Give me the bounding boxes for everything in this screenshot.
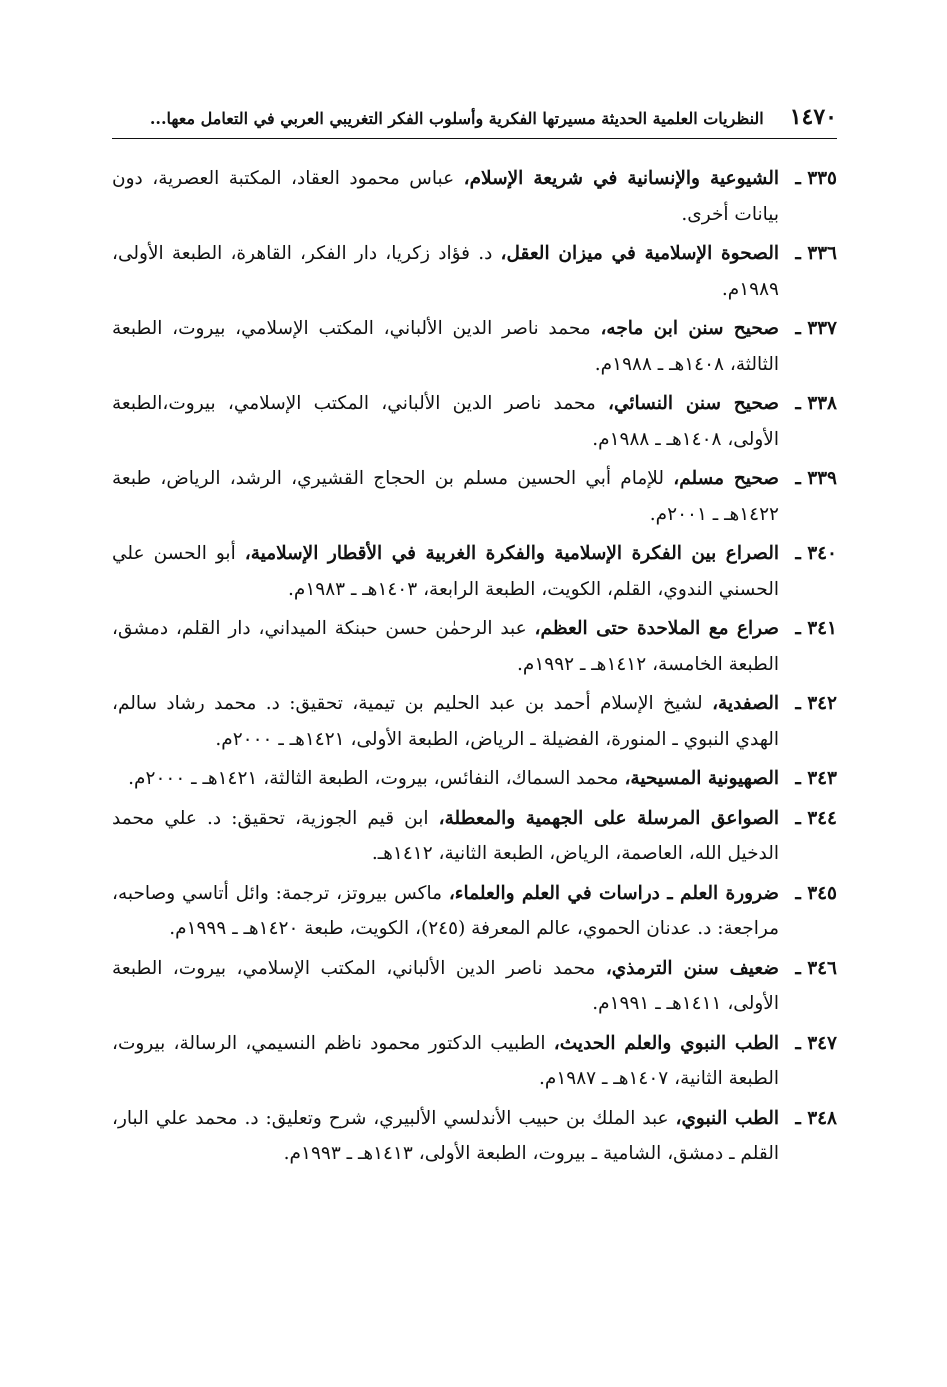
bibliography-entry bbox=[112, 801, 837, 872]
bibliography-entry bbox=[112, 1101, 837, 1172]
entry-title: ضرورة العلم ـ دراسات في العلم والعلماء، bbox=[448, 882, 779, 904]
page-header bbox=[112, 104, 837, 139]
bibliography-entry bbox=[112, 876, 837, 947]
bibliography-entry bbox=[112, 236, 837, 307]
entry-title: صراع مع الملاحدة حتى العظم، bbox=[534, 618, 780, 639]
bibliography-entry bbox=[112, 311, 837, 382]
bibliography-entry bbox=[112, 161, 837, 232]
bibliography-entry bbox=[112, 761, 837, 797]
entry-details: عبد الرحمٰن حسن حبنكة الميداني، دار القلم، دمشق، الطبعة الخامسة، ١٤١٢هـ ـ ١٩٩٢م. bbox=[112, 618, 779, 675]
entry-details: محمد ناصر الدين الألباني، المكتب الإسلامي، بيروت، الطبعة الثالثة، ١٤٠٨هـ ـ ١٩٨٨م. bbox=[112, 318, 779, 375]
entry-title: الصواعق المرسلة على الجهمية والمعطلة، bbox=[438, 807, 779, 829]
entry-title: صحيح سنن النسائي، bbox=[608, 393, 779, 414]
entry-details: لشيخ الإسلام أحمد بن عبد الحليم بن تيمية، تحقيق: د. محمد رشاد سالم، الهدي النبوي ـ المنورة، الفضيلة ـ الرياض، الطبعة الأولى، ١٤٢١هـ ـ ٢٠٠٠م. bbox=[112, 693, 779, 750]
entry-number: ٣٤٦ ـ bbox=[795, 957, 837, 979]
bibliography-entry bbox=[112, 461, 837, 532]
entry-number: ٣٣٦ ـ bbox=[795, 243, 837, 264]
entry-details: أبو الحسن علي الحسني الندوي، القلم، الكويت، الطبعة الرابعة، ١٤٠٣هـ ـ ١٩٨٣م. bbox=[112, 543, 779, 600]
entry-number: ٣٤٣ ـ bbox=[795, 768, 837, 789]
entry-details: الطبيب الدكتور محمود ناظم النسيمي، الرسالة، بيروت، الطبعة الثانية، ١٤٠٧هـ ـ ١٩٨٧م. bbox=[112, 1032, 779, 1089]
entry-number: ٣٤٤ ـ bbox=[795, 807, 837, 829]
bibliography-entry bbox=[112, 386, 837, 457]
entry-details: محمد ناصر الدين الألباني، المكتب الإسلامي، بيروت، الطبعة الأولى، ١٤١١هـ ـ ١٩٩١م. bbox=[112, 957, 779, 1014]
entry-number: ٣٤٠ ـ bbox=[795, 543, 837, 564]
entry-title: ضعيف سنن الترمذي، bbox=[605, 957, 779, 979]
entry-number: ٣٣٩ ـ bbox=[795, 468, 837, 489]
entry-number: ٣٤٢ ـ bbox=[795, 693, 837, 714]
entry-title: الشيوعية والإنسانية في شريعة الإسلام، bbox=[463, 168, 779, 189]
entry-details: محمد ناصر الدين الألباني، المكتب الإسلامي، بيروت،الطبعة الأولى، ١٤٠٨هـ ـ ١٩٨٨م. bbox=[112, 393, 779, 450]
entry-title: الطب النبوي والعلم الحديث، bbox=[553, 1032, 779, 1054]
bibliography-entry bbox=[112, 611, 837, 682]
entry-title: الصحوة الإسلامية في ميزان العقل، bbox=[500, 243, 779, 264]
entry-number: ٣٣٨ ـ bbox=[795, 393, 837, 414]
entry-details: عباس محمود العقاد، المكتبة العصرية، دون بيانات أخرى. bbox=[112, 168, 779, 225]
bibliography-entry bbox=[112, 536, 837, 607]
entry-title: صحيح سنن ابن ماجه، bbox=[600, 318, 779, 339]
bibliography-list bbox=[112, 161, 837, 1172]
entry-number: ٣٤١ ـ bbox=[795, 618, 837, 639]
running-title: النظريات العلمية الحديثة مسيرتها الفكرية وأسلوب الفكر التغريبي العربي في التعامل معها... bbox=[149, 109, 764, 128]
entry-title: الصراع بين الفكرة الإسلامية والفكرة الغربية في الأقطار الإسلامية، bbox=[244, 543, 779, 564]
bibliography-entry bbox=[112, 951, 837, 1022]
bibliography-entry bbox=[112, 1026, 837, 1097]
bibliography-entry bbox=[112, 686, 837, 757]
entry-title: الصفدية، bbox=[712, 693, 779, 714]
entry-title: صحيح مسلم، bbox=[673, 468, 780, 489]
entry-number: ٣٤٧ ـ bbox=[795, 1032, 837, 1054]
entry-details: ماكس بيروتز، ترجمة: وائل أتاسي وصاحبه، مراجعة: د. عدنان الحموي، عالم المعرفة (٢٤٥)، الكويت، طبعة ١٤٢٠هـ ـ ١٩٩٩م. bbox=[112, 882, 779, 939]
entry-number: ٣٣٥ ـ bbox=[795, 168, 837, 189]
entry-title: الطب النبوي، bbox=[675, 1107, 779, 1129]
book-page bbox=[112, 104, 837, 1176]
entry-details: محمد السماك، النفائس، بيروت، الطبعة الثالثة، ١٤٢١هـ ـ ٢٠٠٠م. bbox=[128, 768, 625, 789]
entry-details: ابن قيم الجوزية، تحقيق: د. علي محمد الدخيل الله، العاصمة، الرياض، الطبعة الثانية، ١٤١٢هـ. bbox=[112, 807, 779, 864]
entry-details: عبد الملك بن حبيب الأندلسي الألبيري، شرح وتعليق: د. محمد علي البار، القلم ـ دمشق، الشامية ـ بيروت، الطبعة الأولى، ١٤١٣هـ ـ ١٩٩٣م. bbox=[112, 1107, 779, 1164]
entry-number: ٣٤٨ ـ bbox=[795, 1107, 837, 1129]
entry-number: ٣٤٥ ـ bbox=[795, 882, 837, 904]
entry-title: الصهيونية المسيحية، bbox=[624, 768, 779, 789]
page-number: ١٤٧٠ bbox=[789, 104, 837, 130]
entry-number: ٣٣٧ ـ bbox=[795, 318, 837, 339]
entry-details: للإمام أبي الحسين مسلم بن الحجاج القشيري، الرشد، الرياض، طبعة ١٤٢٢هـ ـ ٢٠٠١م. bbox=[112, 468, 779, 525]
entry-details: د. فؤاد زكريا، دار الفكر، القاهرة، الطبعة الأولى، ١٩٨٩م. bbox=[112, 243, 779, 300]
